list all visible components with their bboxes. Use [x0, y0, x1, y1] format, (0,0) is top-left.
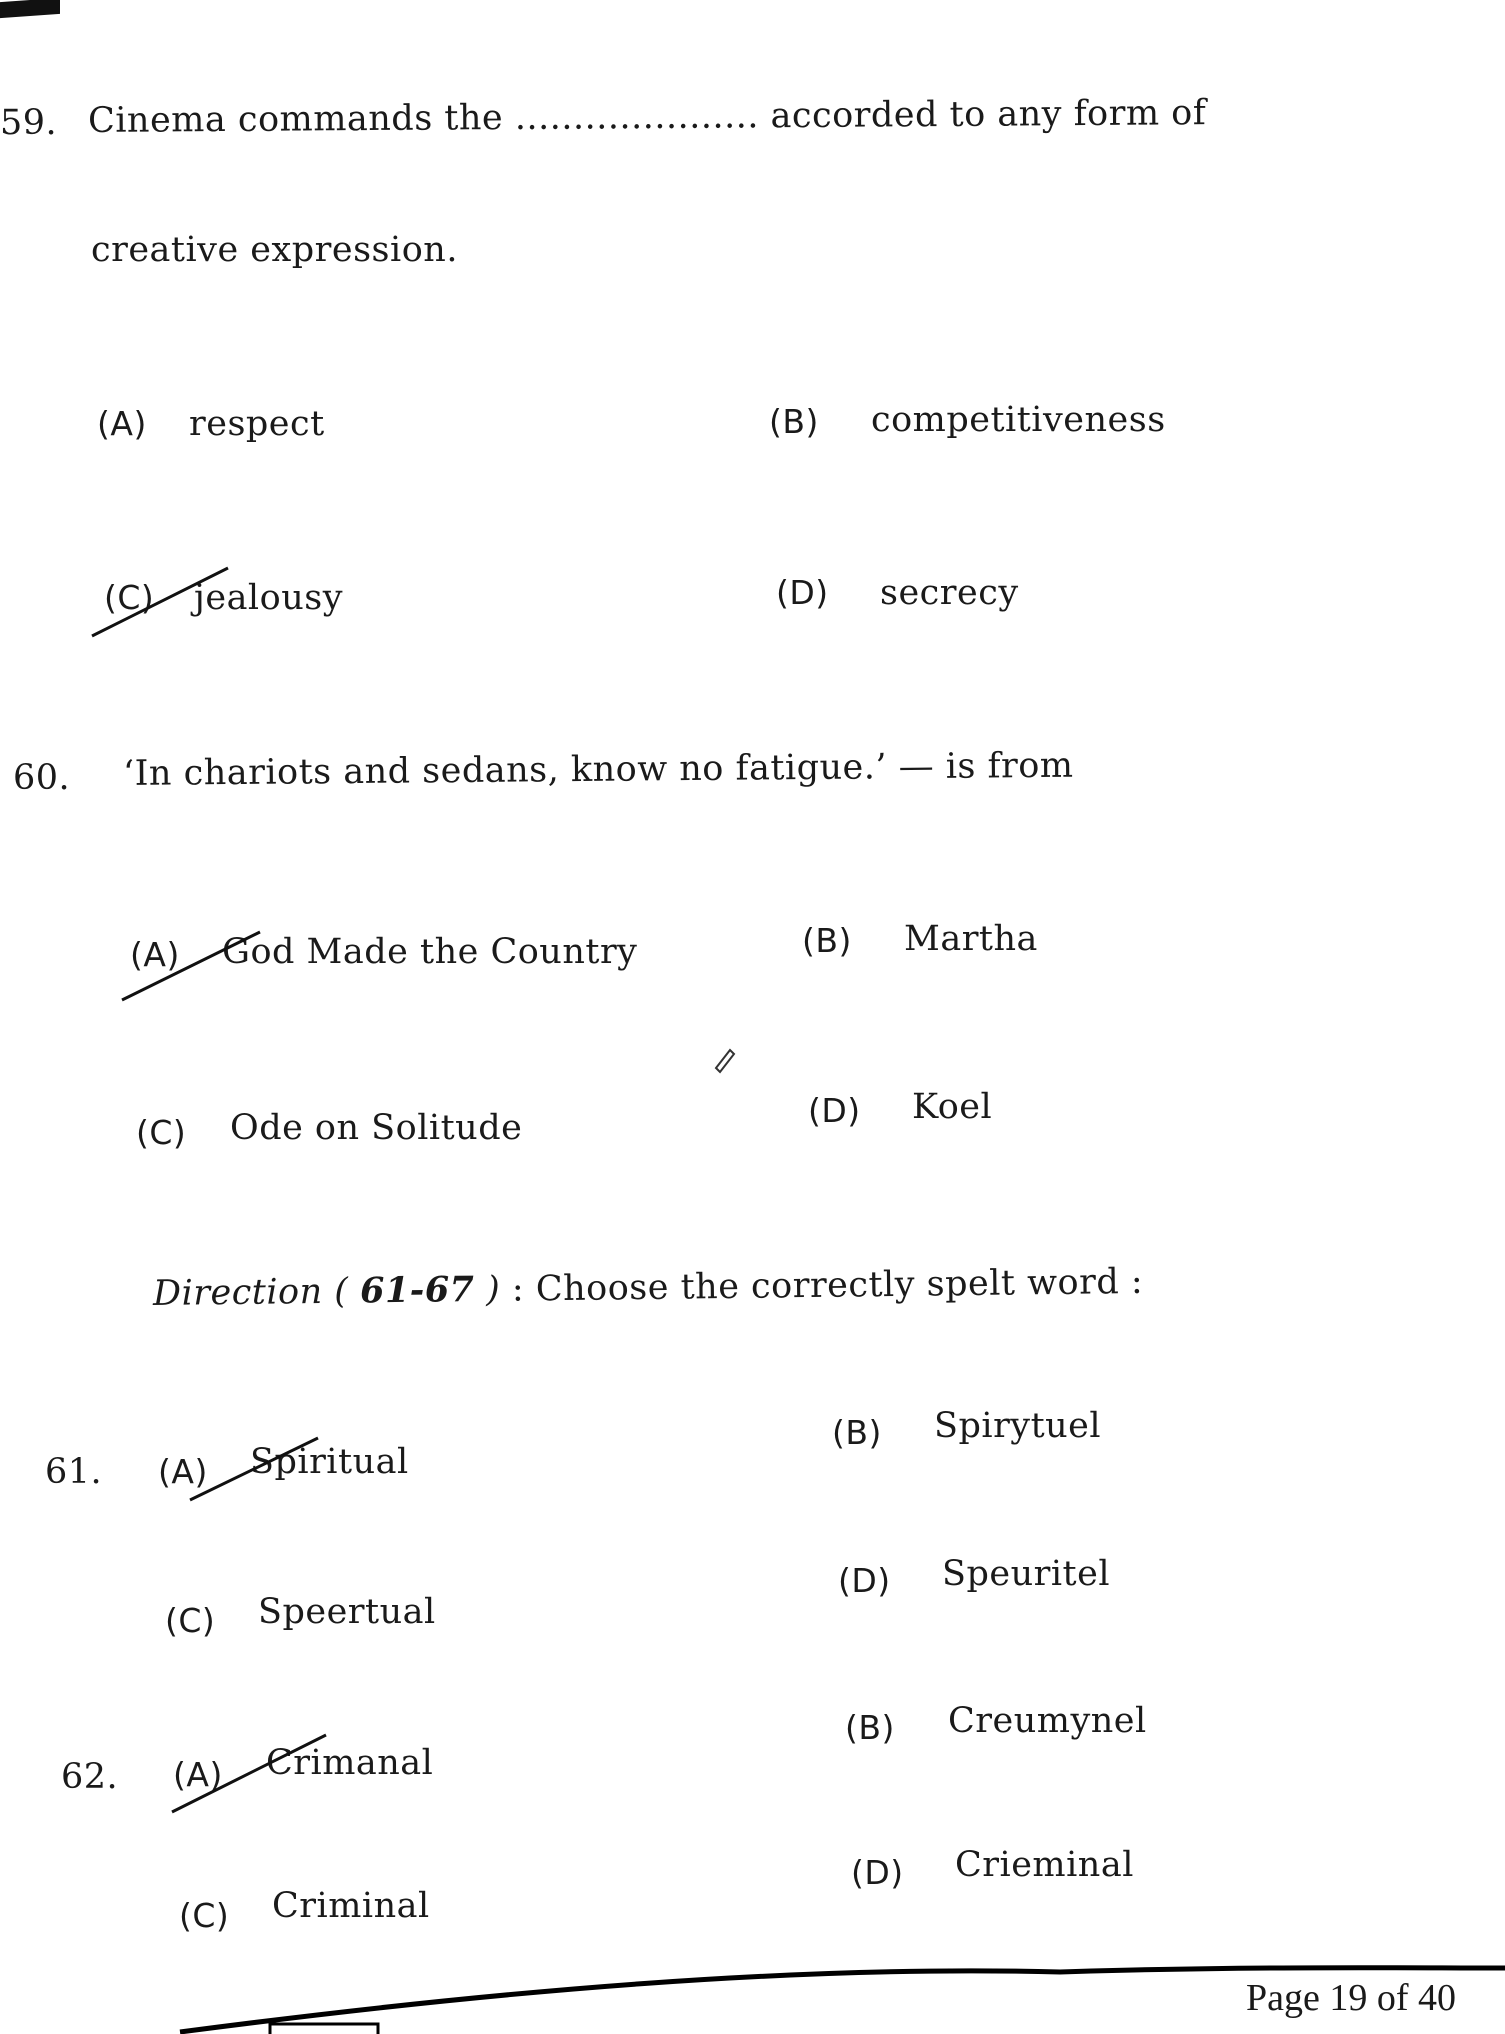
option-label: (C) — [136, 1113, 187, 1152]
question-stem: Cinema commands the ..................... accorded to any form of — [87, 93, 1207, 141]
option-label: (C) — [179, 1896, 230, 1935]
page-number: Page 19 of 40 — [1246, 1977, 1457, 2019]
question-number: 59. — [0, 103, 58, 143]
question-number: 61. — [45, 1452, 103, 1492]
question-stem: ‘In chariots and sedans, know no fatigue.’ — is from — [122, 745, 1074, 794]
option-label: (B) — [802, 921, 852, 960]
option-text: Creumynel — [948, 1701, 1147, 1741]
option-text: Criminal — [272, 1886, 430, 1926]
question-number: 60. — [13, 758, 71, 798]
option-label: (D) — [838, 1561, 891, 1600]
option-label: (C) — [104, 578, 155, 617]
option-text: Spirytuel — [934, 1406, 1102, 1446]
option-text: Crimanal — [266, 1743, 434, 1783]
footer-box — [270, 2024, 378, 2034]
option-text: secrecy — [880, 573, 1019, 613]
option-text: Speuritel — [942, 1554, 1111, 1594]
option-label: (B) — [769, 402, 819, 441]
option-label: (D) — [851, 1853, 904, 1892]
option-label: (B) — [832, 1413, 882, 1452]
option-label: (C) — [165, 1601, 216, 1640]
strike-mark-61a — [190, 1438, 318, 1500]
option-text: Ode on Solitude — [230, 1108, 523, 1148]
option-text: Koel — [912, 1087, 993, 1127]
option-text: respect — [189, 404, 325, 444]
option-label: (B) — [845, 1708, 895, 1747]
pencil-icon — [716, 1050, 734, 1072]
option-label: (A) — [130, 935, 180, 974]
direction-prefix: Direction ( — [152, 1271, 361, 1314]
option-label: (D) — [808, 1091, 861, 1130]
option-text: Spiritual — [250, 1442, 409, 1482]
strike-mark-62a — [172, 1735, 326, 1812]
question-number: 62. — [61, 1757, 119, 1797]
direction-range: 61-67 — [359, 1269, 475, 1312]
option-label: (A) — [173, 1755, 223, 1794]
option-text: competitiveness — [871, 400, 1166, 440]
option-text: Speertual — [258, 1592, 436, 1632]
option-label: (D) — [776, 573, 829, 612]
option-text: jealousy — [194, 578, 343, 618]
option-label: (A) — [158, 1452, 208, 1491]
question-stem-cont: creative expression. — [91, 230, 458, 270]
option-text: God Made the Country — [222, 932, 638, 972]
option-text: Martha — [904, 919, 1038, 959]
option-text: Crieminal — [955, 1845, 1134, 1885]
direction-suffix: ) — [474, 1269, 501, 1311]
option-label: (A) — [97, 404, 147, 443]
strike-mark-59c — [92, 568, 228, 636]
direction-instruction: : Choose the correctly spelt word : — [500, 1261, 1144, 1310]
strike-mark-60a — [122, 932, 260, 1000]
